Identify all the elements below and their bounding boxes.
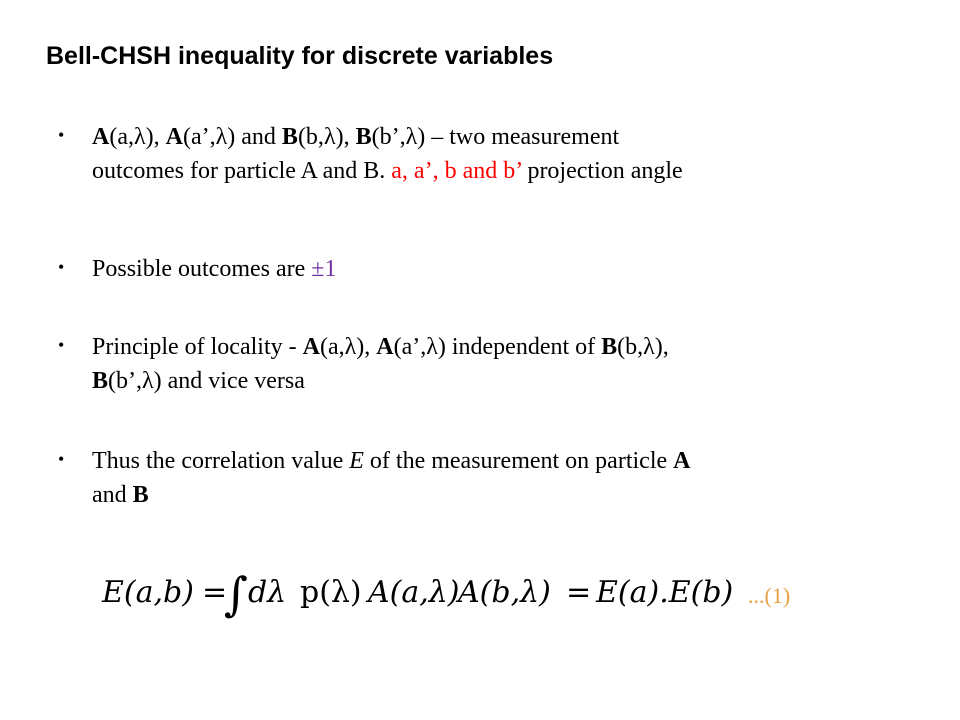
- symbol-B: B: [601, 334, 618, 360]
- symbol-E: E: [349, 448, 364, 474]
- text: (a’,λ) independent of: [393, 334, 602, 360]
- symbol-A: A: [673, 448, 691, 474]
- bullet-possible-outcomes: [58, 252, 908, 286]
- eq-A-term: A(a,λ): [368, 575, 460, 610]
- correlation-equation: [100, 560, 820, 624]
- symbol-A: A: [302, 334, 320, 360]
- arg: (a’,: [182, 124, 216, 150]
- symbol-B: B: [92, 368, 109, 394]
- bullet-dot-icon: •: [58, 449, 65, 469]
- eq-equals: =: [566, 575, 592, 610]
- text: (a,λ),: [319, 334, 377, 360]
- text: and: [92, 482, 133, 508]
- text: (b,λ),: [617, 334, 669, 360]
- lambda: λ: [134, 124, 146, 150]
- text: Principle of locality -: [92, 334, 303, 360]
- equation-number: ...(1): [748, 583, 791, 608]
- text: outcomes for particle A and B.: [92, 158, 392, 184]
- text: Thus the correlation value: [92, 448, 350, 474]
- arg: (b’,: [371, 124, 406, 150]
- lambda: λ: [405, 124, 418, 150]
- text: ) – two measurement: [417, 124, 620, 150]
- symbol-B: B: [355, 124, 372, 150]
- projection-angles-highlight: a, a’, b and b’: [391, 158, 522, 184]
- text: Possible outcomes are: [92, 256, 312, 282]
- lambda: λ: [323, 124, 336, 150]
- text: of the measurement on particle: [363, 448, 674, 474]
- bullet-dot-icon: •: [58, 125, 65, 145]
- arg: (b,: [297, 124, 324, 150]
- text: ),: [145, 124, 166, 150]
- bullet-correlation: [58, 444, 908, 512]
- bullet-text: [92, 252, 908, 286]
- eq-B-term: A(b,λ): [458, 575, 551, 610]
- symbol-B: B: [281, 124, 298, 150]
- eq-equals: =: [202, 575, 228, 610]
- eq-rhs: E(a).E(b): [596, 575, 734, 610]
- bullet-dot-icon: •: [58, 257, 65, 277]
- bullet-measurement-outcomes: [58, 120, 908, 188]
- text: projection angle: [521, 158, 683, 184]
- bullet-text: [92, 330, 908, 398]
- bullet-dot-icon: •: [58, 335, 65, 355]
- lambda: λ: [215, 124, 228, 150]
- symbol-A: A: [165, 124, 183, 150]
- text: (b’,λ) and vice versa: [108, 368, 305, 394]
- symbol-B: B: [132, 482, 149, 508]
- bullet-locality: [58, 330, 908, 398]
- text: ) and: [227, 124, 282, 150]
- integral-sign: ∫: [224, 567, 248, 621]
- bullet-text: [92, 444, 908, 512]
- text: ),: [335, 124, 356, 150]
- slide-title: Bell-CHSH inequality for discrete variables: [46, 42, 554, 70]
- arg: (a,: [109, 124, 134, 150]
- eq-dlambda: dλ: [248, 575, 287, 610]
- symbol-A: A: [376, 334, 394, 360]
- eq-lhs: E(a,b): [102, 575, 194, 610]
- eq-probability: p(λ): [300, 575, 362, 610]
- outcome-value: ±1: [311, 256, 337, 282]
- symbol-A: A: [92, 124, 110, 150]
- bullet-text: [92, 120, 908, 188]
